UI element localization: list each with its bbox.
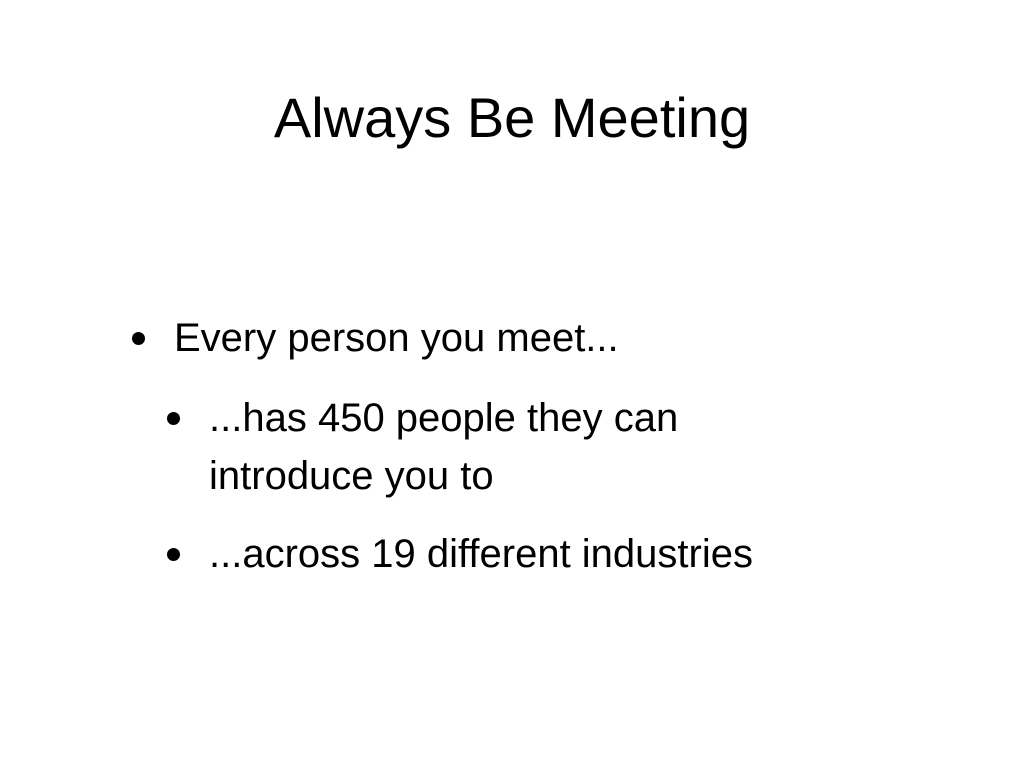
bullet-dot-icon	[167, 412, 180, 425]
bullet-item-level2	[209, 389, 829, 505]
bullet-item-level2	[209, 525, 969, 583]
bullet-dot-icon	[132, 332, 145, 345]
bullet-text: ...across 19 different industries	[209, 532, 753, 576]
bullet-text: ...has 450 people they can introduce you to	[209, 396, 679, 498]
bullet-dot-icon	[167, 548, 180, 561]
bullet-text: Every person you meet...	[174, 316, 619, 360]
bullet-item-level1	[174, 309, 874, 367]
slide-title: Always Be Meeting	[273, 86, 751, 149]
